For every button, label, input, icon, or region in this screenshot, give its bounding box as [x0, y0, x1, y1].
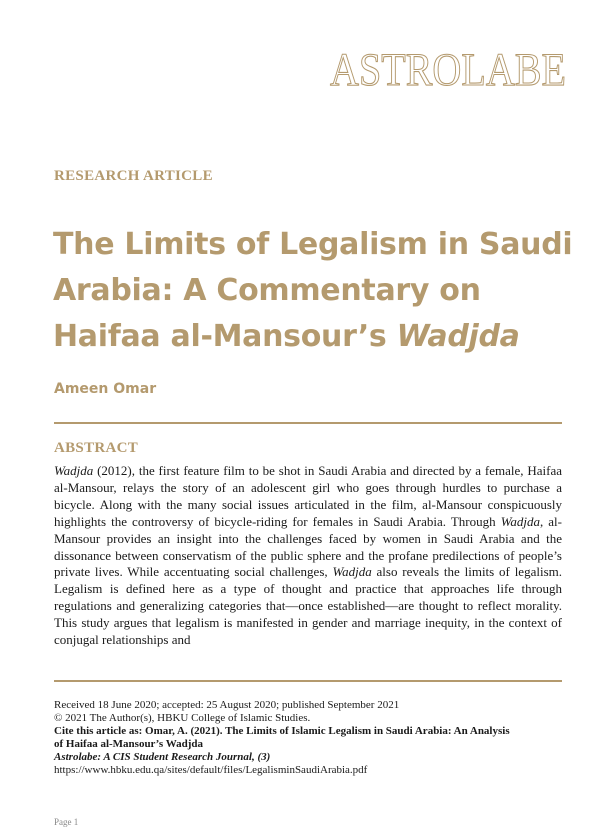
citation-line-1: Cite this article as: Omar, A. (2021). The Limits of Islamic Legalism in Saudi Arabia: An Analysis	[54, 725, 510, 737]
astrolabe-logo	[330, 44, 566, 96]
article-metadata	[54, 699, 574, 777]
divider-top	[54, 422, 562, 424]
film-title-italic: Wadjda	[500, 513, 540, 529]
citation-line-2: of Haifaa al-Mansour’s Wadjda	[54, 738, 204, 750]
copyright-line: © 2021 The Author(s), HBKU College of Islamic Studies.	[54, 712, 311, 724]
abstract-text	[54, 463, 562, 649]
title-line-3-text: Haifaa al-Mansour’s	[53, 319, 397, 354]
logo-wordmark: ASTROLABE	[330, 44, 566, 96]
journal-reference: Astrolabe: A CIS Student Research Journal, (3)	[54, 751, 271, 763]
abstract-segment-2: , al-Mansour provides an insight into the challenges faced by women in Saudi Arabia and the dissonance between conservatism of the public sphere and the profane predilections of people’s private lives. While accentuating social challenges,	[54, 513, 562, 580]
abstract-segment-3: also reveals the limits of legalism. Legalism is defined here as a type of thought and practice that approaches life through regulations and generalizing categories that—once established—are thought to reflect morality. This study argues that legalism is manifested in gender and marriage inequity, in the context of conjugal relationships and	[54, 564, 562, 648]
page-footer-fragment: Page 1	[54, 817, 79, 827]
film-title-italic: Wadjda	[54, 463, 94, 478]
article-url[interactable]: https://www.hbku.edu.qa/sites/default/files/LegalisminSaudiArabia.pdf	[54, 764, 368, 776]
author-name: Ameen Omar	[54, 381, 157, 397]
divider-bottom	[54, 680, 562, 682]
title-film-name: Wadjda	[396, 319, 520, 354]
film-title-italic: Wadjda	[332, 564, 372, 580]
article-title	[53, 222, 573, 360]
section-label: RESEARCH ARTICLE	[54, 168, 213, 184]
received-dates: Received 18 June 2020; accepted: 25 August 2020; published September 2021	[54, 699, 400, 711]
abstract-heading: ABSTRACT	[54, 440, 139, 456]
title-line-1: The Limits of Legalism in Saudi	[53, 227, 573, 262]
title-line-2: Arabia: A Commentary on	[53, 273, 481, 308]
abstract-segment-1: (2012), the first feature film to be shot in Saudi Arabia and directed by a female, Haifaa al-Mansour, relays the story of an adolescent girl who goes through hurdles to purchase a bicycle. Along with the many social issues articulated in the film, al-Mansour conspicuously highlights the controversy of bicycle-riding for females in Saudi Arabia. Through	[54, 463, 562, 529]
title-line-3	[53, 314, 573, 360]
